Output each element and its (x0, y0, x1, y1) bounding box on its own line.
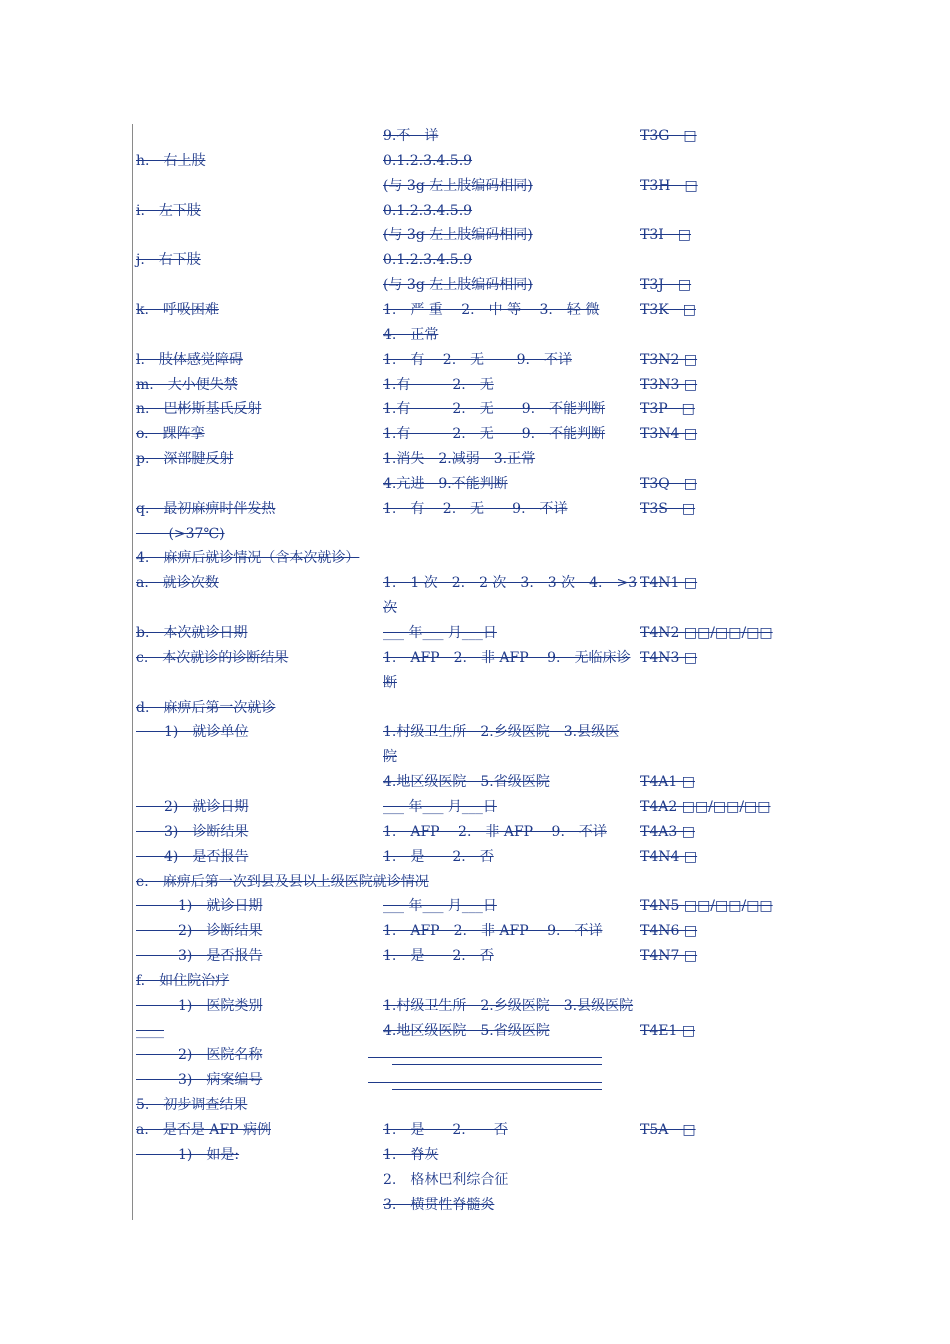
field-options: 4.亢进 9.不能判断 (383, 475, 508, 492)
form-row (0, 300, 950, 324)
form-row (0, 399, 950, 423)
field-options: 1. 有 2. 无 9. 不详 (383, 351, 572, 368)
field-options: ___ 年___ 月___日 (383, 898, 497, 915)
form-row (0, 325, 950, 349)
field-label: n. 巴彬斯基氏反射 (136, 401, 262, 418)
field-options: 1. 脊灰 (383, 1146, 439, 1163)
field-label: i. 左下肢 (136, 202, 201, 219)
field-code: T4A3 □ (640, 823, 695, 840)
form-row (0, 946, 950, 970)
field-code: T3G □ (640, 128, 697, 144)
form-row (0, 499, 950, 523)
field-code: T3S □ (640, 500, 696, 517)
form-row (0, 872, 950, 896)
field-code: T4N3 □ (640, 649, 698, 666)
form-row (0, 548, 950, 572)
field-label: 2) 就诊日期 (136, 798, 249, 815)
form-row (0, 598, 950, 622)
field-code: T4N7 □ (640, 948, 698, 965)
field-code: T3K □ (640, 301, 696, 318)
field-code: T4A2 □□/□□/□□ (640, 798, 771, 815)
field-label: h. 右上肢 (136, 152, 206, 169)
field-label: 2) 诊断结果 (136, 923, 263, 940)
field-options: 1. 是 2. 否 (383, 1122, 508, 1138)
field-label: 4. 麻痹后就诊情况（含本次就诊） (136, 550, 360, 567)
field-label: 2) 医院名称 (136, 1047, 263, 1064)
field-options: 1. AFP 2. 非 AFP 9. 无临床诊 (383, 649, 631, 666)
field-options: 3. 横贯性脊髓炎 (383, 1196, 495, 1213)
field-options: 1. 是 2. 否 (383, 948, 494, 965)
form-row (0, 623, 950, 647)
field-label: a. 是否是 AFP 病例 (136, 1122, 271, 1138)
field-options: 0.1.2.3.4.5.9 (383, 152, 473, 169)
field-label: 3) 诊断结果 (136, 823, 249, 840)
field-options: ___ 年___ 月___日 (383, 625, 497, 641)
field-label: 1) 如是: (136, 1146, 240, 1163)
field-options: 2. 格林巴利综合征 (383, 1171, 509, 1188)
field-label: 1) 医院类别 (136, 997, 263, 1014)
form-row (0, 375, 950, 399)
form-row (0, 797, 950, 821)
field-options: (与 3g 左上肢编码相同) (383, 277, 533, 294)
field-label: l. 肢体感觉障碍 (136, 351, 243, 368)
field-options: 1.有 2. 无 9. 不能判断 (383, 426, 606, 443)
field-options: 断 (383, 674, 397, 691)
field-code: T3I □ (640, 227, 692, 244)
field-options: ___ 年___ 月___日 (383, 798, 497, 815)
field-label: d. 麻痹后第一次就诊 (136, 699, 276, 716)
field-code: T3N3 □ (640, 376, 698, 393)
field-options: 1.村级卫生所 2.乡级医院 3.县级医 (383, 724, 620, 741)
field-code: T4A1 □ (640, 774, 695, 791)
form-row (0, 176, 950, 200)
field-options: (与 3g 左上肢编码相同) (383, 177, 533, 194)
field-code: T3H □ (640, 177, 698, 194)
field-options: 4. 正常 (383, 326, 439, 343)
field-label: ____ (136, 1022, 164, 1039)
field-options: 0.1.2.3.4.5.9 (383, 252, 473, 269)
form-row (0, 747, 950, 771)
form-row (0, 151, 950, 175)
field-label: q. 最初麻痹时伴发热 (136, 500, 276, 517)
field-code: T4N4 □ (640, 848, 698, 865)
form-row (0, 250, 950, 274)
field-label: b. 本次就诊日期 (136, 625, 248, 641)
field-code: T4E1 □ (640, 1022, 696, 1039)
field-options: 院 (383, 749, 397, 766)
field-options: 4.地区级医院 5.省级医院 (383, 774, 550, 791)
form-row (0, 772, 950, 796)
field-label: e. 麻痹后第一次到县及县以上级医院就诊情况 (136, 873, 429, 890)
hospital-name-underline (368, 1057, 602, 1058)
field-options: 1.村级卫生所 2.乡级医院 3.县级医院 (383, 997, 634, 1014)
form-row (0, 1120, 950, 1144)
form-row (0, 722, 950, 746)
field-options: 9.不 详 (383, 128, 439, 144)
field-code: T3N2 □ (640, 351, 698, 368)
form-row (0, 822, 950, 846)
field-options: 次 (383, 600, 397, 617)
field-options: 1.有 2. 无 (383, 376, 494, 393)
form-row (0, 996, 950, 1020)
field-label: m. 大小便失禁 (136, 376, 238, 393)
form-row (0, 449, 950, 473)
form-row (0, 201, 950, 225)
field-code: T3Q □ (640, 475, 697, 492)
field-label: 1) 就诊日期 (136, 898, 263, 915)
field-code: T4N6 □ (640, 923, 698, 940)
field-options: 1. 1 次 2. 2 次 3. 3 次 4. >3 (383, 575, 638, 592)
form-row (0, 573, 950, 597)
field-label: k. 呼吸困难 (136, 301, 219, 318)
form-row (0, 1145, 950, 1169)
form-row (0, 424, 950, 448)
form-row (0, 474, 950, 498)
field-options: 4.地区级医院 5.省级医院 (383, 1022, 550, 1039)
field-label: 3) 是否报告 (136, 948, 263, 965)
form-row (0, 698, 950, 722)
form-row (0, 1170, 950, 1194)
field-code: T3P □ (640, 401, 695, 418)
field-label: 4) 是否报告 (136, 848, 249, 865)
field-label: (>37℃) (136, 525, 225, 542)
field-options: 1. 有 2. 无 9. 不详 (383, 500, 568, 517)
field-code: T4N1 □ (640, 575, 698, 592)
field-label: p. 深部腱反射 (136, 451, 234, 468)
field-options: 1.消失 2.减弱 3.正常 (383, 451, 536, 468)
form-row (0, 1021, 950, 1045)
field-code: T3N4 □ (640, 426, 698, 443)
field-options: (与 3g 左上肢编码相同) (383, 227, 533, 244)
form-row (0, 673, 950, 697)
form-row (0, 648, 950, 672)
form-row (0, 524, 950, 548)
case-number-underline (368, 1082, 602, 1083)
field-label: 3) 病案编号 (136, 1072, 263, 1089)
field-code: T5A □ (640, 1122, 696, 1138)
field-label: c. 本次就诊的诊断结果 (136, 649, 289, 666)
form-row (0, 1095, 950, 1119)
field-code: T4N2 □□/□□/□□ (640, 625, 773, 641)
form-row (0, 126, 950, 150)
field-options: 1. 严 重 2. 中 等 3. 轻 微 (383, 301, 600, 318)
hospital-name-underline-2 (392, 1064, 602, 1065)
field-label: j. 右下肢 (136, 252, 201, 269)
case-number-underline-2 (392, 1089, 602, 1090)
form-row (0, 896, 950, 920)
field-label: 1) 就诊单位 (136, 724, 249, 741)
form-row (0, 1195, 950, 1219)
form-row (0, 921, 950, 945)
field-label: a. 就诊次数 (136, 575, 219, 592)
form-row (0, 971, 950, 995)
field-label: 5. 初步调查结果 (136, 1097, 248, 1114)
form-row (0, 225, 950, 249)
field-options: 1.有 2. 无 9. 不能判断 (383, 401, 606, 418)
field-code: T3J □ (640, 277, 692, 294)
field-options: 1. 是 2. 否 (383, 848, 494, 865)
field-options: 1. AFP 2. 非 AFP 9. 不详 (383, 823, 607, 840)
field-label: f. 如住院治疗 (136, 972, 230, 989)
field-label: o. 踝阵挛 (136, 426, 205, 443)
form-row (0, 275, 950, 299)
field-options: 0.1.2.3.4.5.9 (383, 202, 473, 219)
field-code: T4N5 □□/□□/□□ (640, 898, 773, 915)
field-options: 1. AFP 2. 非 AFP 9. 不详 (383, 923, 603, 940)
form-row (0, 847, 950, 871)
form-row (0, 350, 950, 374)
